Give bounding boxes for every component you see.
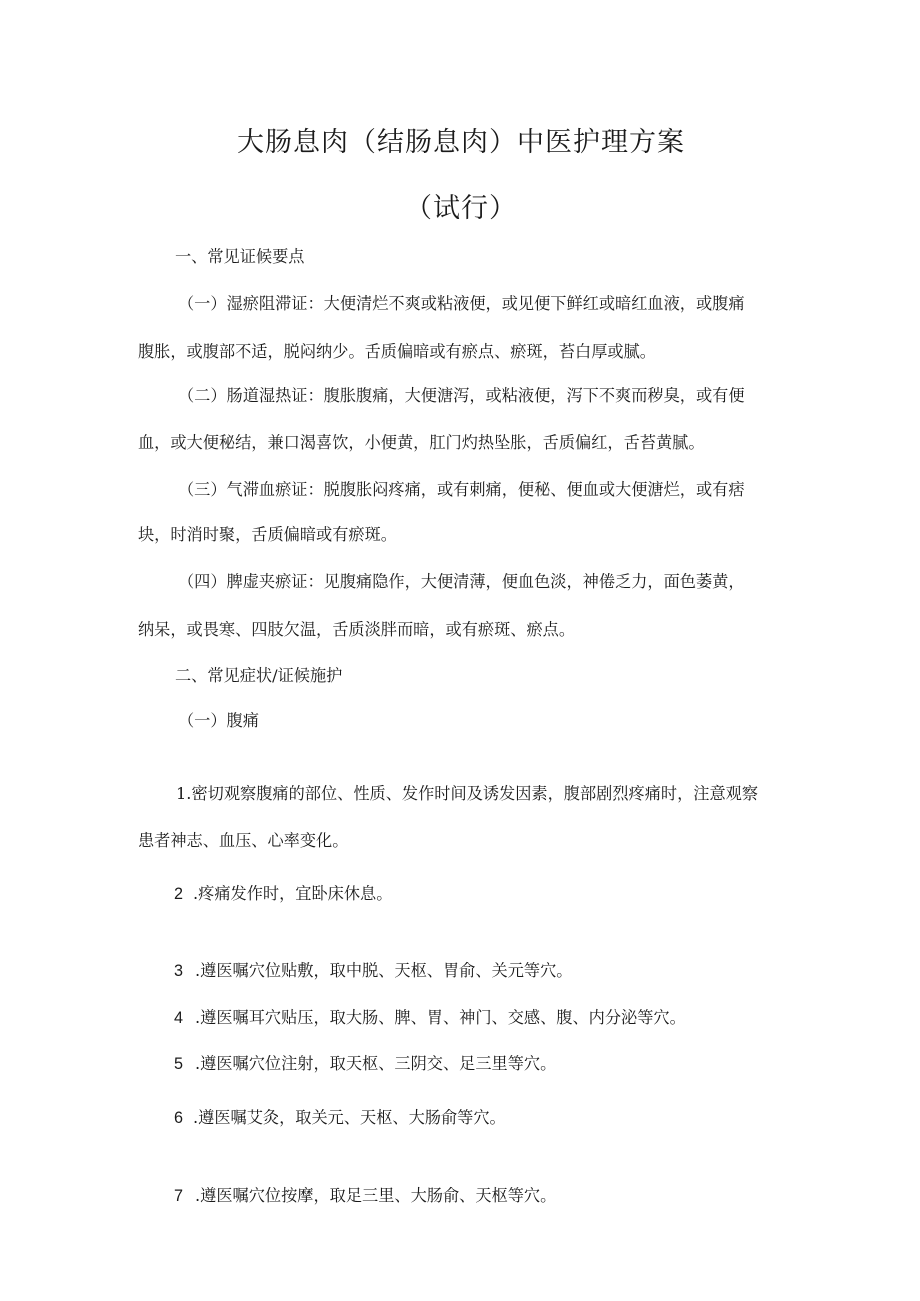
care-item-4 — [174, 1004, 686, 1028]
care-item-7 — [174, 1182, 556, 1206]
care-item-number: 5 — [174, 1055, 184, 1073]
care-item-text: .遵医嘱穴位按摩，取足三里、大肠俞、天枢等穴。 — [195, 1186, 557, 1205]
care-item-text: .遵医嘱耳穴贴压，取大肠、脾、胃、神门、交感、腹、内分泌等穴。 — [195, 1008, 686, 1027]
care-item-number: 6 — [174, 1109, 184, 1127]
care-item-text: .遵医嘱穴位注射，取天枢、三阴交、足三里等穴。 — [195, 1054, 557, 1073]
syndrome-3-line-1: （三）气滞血瘀证：脱腹胀闷疼痛，或有刺痛，便秘、便血或大便溏烂，或有痞 — [178, 480, 745, 499]
care-item-text: .遵医嘱艾灸，取关元、天枢、大肠俞等穴。 — [193, 1108, 506, 1127]
care-item-2 — [174, 880, 392, 904]
syndrome-4-line-2: 纳呆，或畏寒、四肢欠温，舌质淡胖而暗，或有瘀斑、瘀点。 — [138, 620, 576, 639]
care-item-3 — [174, 957, 572, 981]
care-item-1-line-1: 1.密切观察腹痛的部位、性质、发作时间及诱发因素，腹部剧烈疼痛时，注意观察 — [176, 784, 759, 803]
syndrome-2-line-1: （二）肠道湿热证：腹胀腹痛，大便溏泻，或粘液便，泻下不爽而秽臭，或有便 — [178, 386, 745, 405]
care-item-text: .疼痛发作时，宜卧床休息。 — [193, 884, 393, 903]
document-subtitle: （试行） — [405, 193, 517, 224]
care-item-number: 4 — [174, 1009, 184, 1027]
section-heading-nursing: 二、常见症状/证候施护 — [175, 666, 343, 685]
syndrome-4-line-1: （四）脾虚夹瘀证：见腹痛隐作，大便清薄，便血色淡，神倦乏力，面色萎黄， — [178, 572, 745, 591]
care-item-text: .遵医嘱穴位贴敷，取中脱、天枢、胃俞、关元等穴。 — [195, 961, 573, 980]
syndrome-1-line-2: 腹胀，或腹部不适，脱闷纳少。舌质偏暗或有瘀点、瘀斑，苔白厚或腻。 — [138, 342, 656, 361]
syndrome-3-line-2: 块，时消时聚，舌质偏暗或有瘀斑。 — [138, 525, 397, 544]
document-title: 大肠息肉（结肠息肉）中医护理方案 — [237, 127, 685, 158]
subsection-heading-abdominal-pain: （一）腹痛 — [178, 711, 259, 730]
care-item-number: 3 — [174, 962, 184, 980]
care-item-number: 2 — [174, 885, 184, 903]
section-heading-symptoms: 一、常见证候要点 — [175, 247, 305, 266]
syndrome-1-line-1: （一）湿瘀阻滞证：大便清烂不爽或粘液便，或见便下鲜红或暗红血液，或腹痛 — [178, 294, 745, 313]
care-item-5 — [174, 1050, 556, 1074]
care-item-number: 7 — [174, 1187, 184, 1205]
syndrome-2-line-2: 血，或大便秘结，兼口渴喜饮，小便黄，肛门灼热坠胀，舌质偏红，舌苔黄腻。 — [138, 433, 705, 452]
care-item-6 — [174, 1104, 506, 1128]
care-item-1-line-2: 患者神志、血压、心率变化。 — [138, 831, 349, 850]
